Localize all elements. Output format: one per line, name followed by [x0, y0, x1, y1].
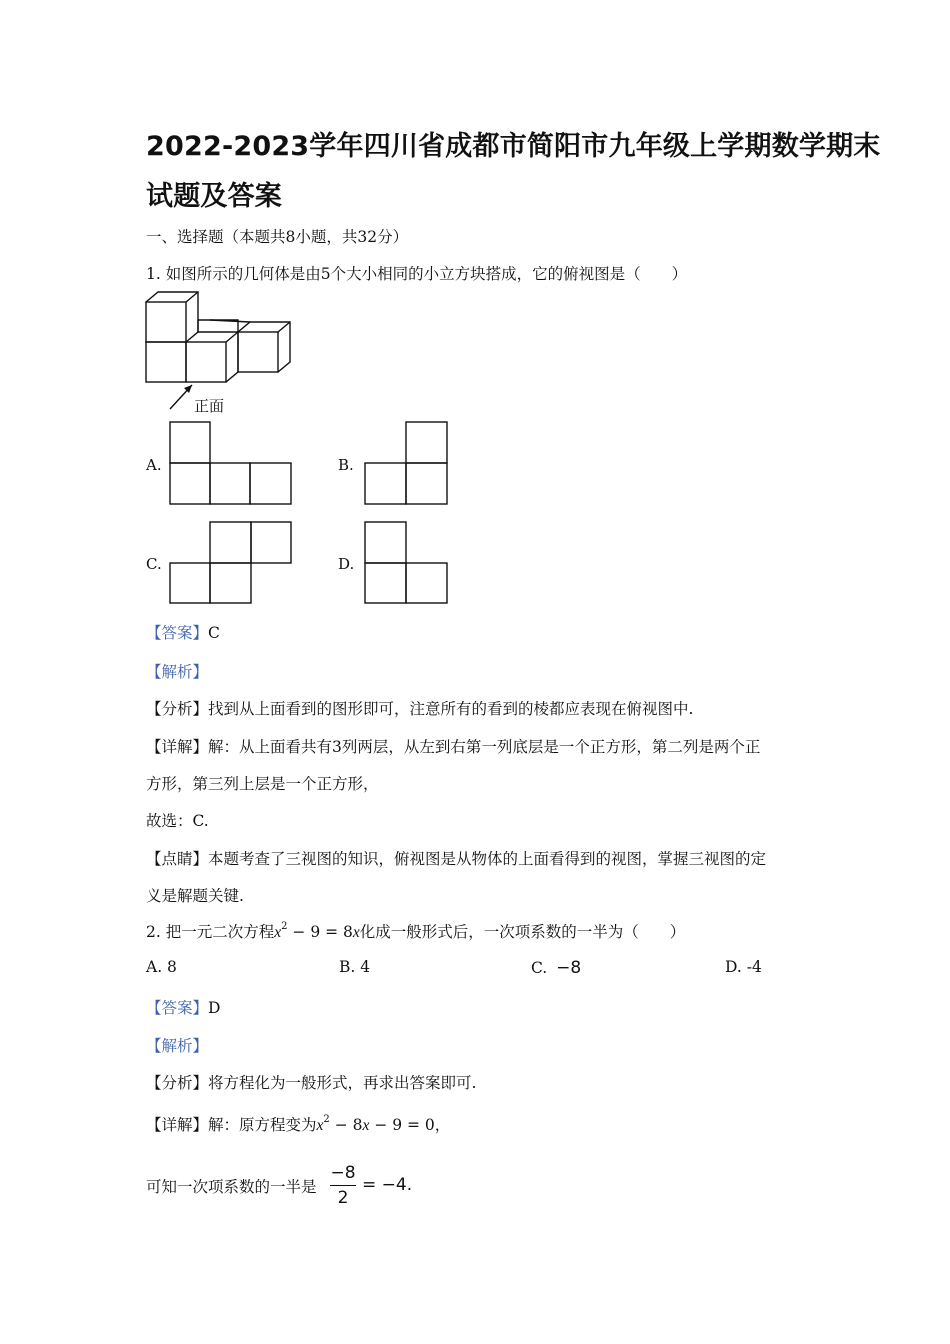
q1-option-a-label: A. — [146, 456, 162, 474]
q2-answer-line — [146, 996, 220, 1018]
doc-title-line1: 2022-2023学年四川省成都市简阳市九年级上学期数学期末 — [146, 131, 881, 162]
answer-tag: 【答案】 — [146, 624, 209, 642]
dianjing-tag: 【点睛】 — [146, 850, 209, 868]
fenxi-text: 找到从上面看到的图形即可，注意所有的看到的棱都应表现在俯视图中. — [208, 700, 694, 718]
q1-option-c-figure — [169, 521, 294, 606]
front-label: 正面 — [194, 397, 225, 415]
q2-option-c — [531, 958, 581, 978]
q1-solid-figure — [140, 292, 300, 412]
q1-option-a-figure — [169, 421, 294, 506]
q1-guxuan: 故选：C. — [146, 812, 209, 830]
q1-option-b-figure — [364, 421, 449, 506]
fenxi-tag: 【分析】 — [146, 700, 209, 718]
fenxi-text: 将方程化为一般形式，再求出答案即可. — [208, 1074, 477, 1092]
q1-dianjing-2: 义是解题关键. — [146, 887, 244, 905]
q1-fenxi — [146, 697, 693, 719]
xj-x2: x — [362, 1117, 370, 1134]
last-post: . — [406, 1175, 413, 1195]
q2-stem — [146, 920, 685, 942]
q1-xiangjie-2: 方形，第三列上层是一个正方形， — [146, 775, 379, 793]
answer-tag: 【答案】 — [146, 999, 209, 1017]
q2-stem-post: 化成一般形式后，一次项系数的一半为（ ） — [359, 923, 686, 941]
q1-answer: C — [208, 624, 220, 642]
q1-analysis-tag: 【解析】 — [146, 663, 209, 681]
q2-eq-x: x — [274, 924, 282, 941]
xiangjie-text: 解：从上面看共有3列两层，从左到右第一列底层是一个正方形，第二列是两个正 — [208, 738, 761, 756]
section-header: 一、选择题（本题共8小题，共32分） — [146, 228, 409, 246]
q2-frac-result — [362, 1175, 412, 1195]
q1-option-d-label: D. — [338, 555, 355, 573]
q1-option-c-label: C. — [146, 555, 162, 573]
q2-option-c-label: C. — [531, 959, 548, 977]
xj-mid: − 8 — [329, 1116, 363, 1134]
q2-answer: D — [208, 999, 221, 1017]
xj-exp: 2 — [323, 1114, 330, 1125]
q2-fenxi — [146, 1071, 476, 1093]
q2-option-a: A. 8 — [146, 958, 177, 976]
q2-last-pre: 可知一次项系数的一半是 — [146, 1178, 317, 1196]
q2-option-b: B. 4 — [339, 958, 371, 976]
frac-denominator: 2 — [337, 1188, 349, 1208]
fenxi-tag: 【分析】 — [146, 1074, 209, 1092]
q2-analysis-tag: 【解析】 — [146, 1037, 209, 1055]
q1-xiangjie-1 — [146, 735, 760, 757]
q2-eq-x2: x — [352, 924, 360, 941]
q2-fraction — [330, 1163, 356, 1208]
xiangjie-tag: 【详解】 — [146, 738, 209, 756]
frac-eq: = −4 — [362, 1175, 407, 1195]
q2-eq-rest: − 9 = 8 — [287, 923, 353, 941]
q2-eq-exp: 2 — [281, 921, 288, 932]
q2-option-c-value: −8 — [556, 958, 582, 978]
q2-stem-pre: 2. 把一元二次方程 — [146, 923, 275, 941]
xj-post: ， — [434, 1116, 451, 1134]
q1-stem: 1. 如图所示的几何体是由5个大小相同的小立方块搭成，它的俯视图是（ ） — [146, 265, 688, 283]
q1-option-d-figure — [364, 521, 449, 606]
q1-option-b-label: B. — [338, 456, 354, 474]
q2-xiangjie — [146, 1113, 450, 1135]
xj-x: x — [316, 1117, 324, 1134]
doc-title-line2: 试题及答案 — [146, 181, 282, 212]
xiangjie-tag: 【详解】 — [146, 1116, 209, 1134]
xiangjie-pre: 解：原方程变为 — [208, 1116, 317, 1134]
xj-rest: − 9 = 0 — [369, 1116, 435, 1134]
q2-option-d: D. -4 — [725, 958, 762, 976]
frac-bar — [330, 1185, 356, 1186]
dianjing-text: 本题考查了三视图的知识，俯视图是从物体的上面看得到的视图，掌握三视图的定 — [208, 850, 767, 868]
q1-dianjing-1 — [146, 847, 766, 869]
q1-answer-line — [146, 621, 220, 643]
frac-numerator: −8 — [330, 1163, 356, 1183]
